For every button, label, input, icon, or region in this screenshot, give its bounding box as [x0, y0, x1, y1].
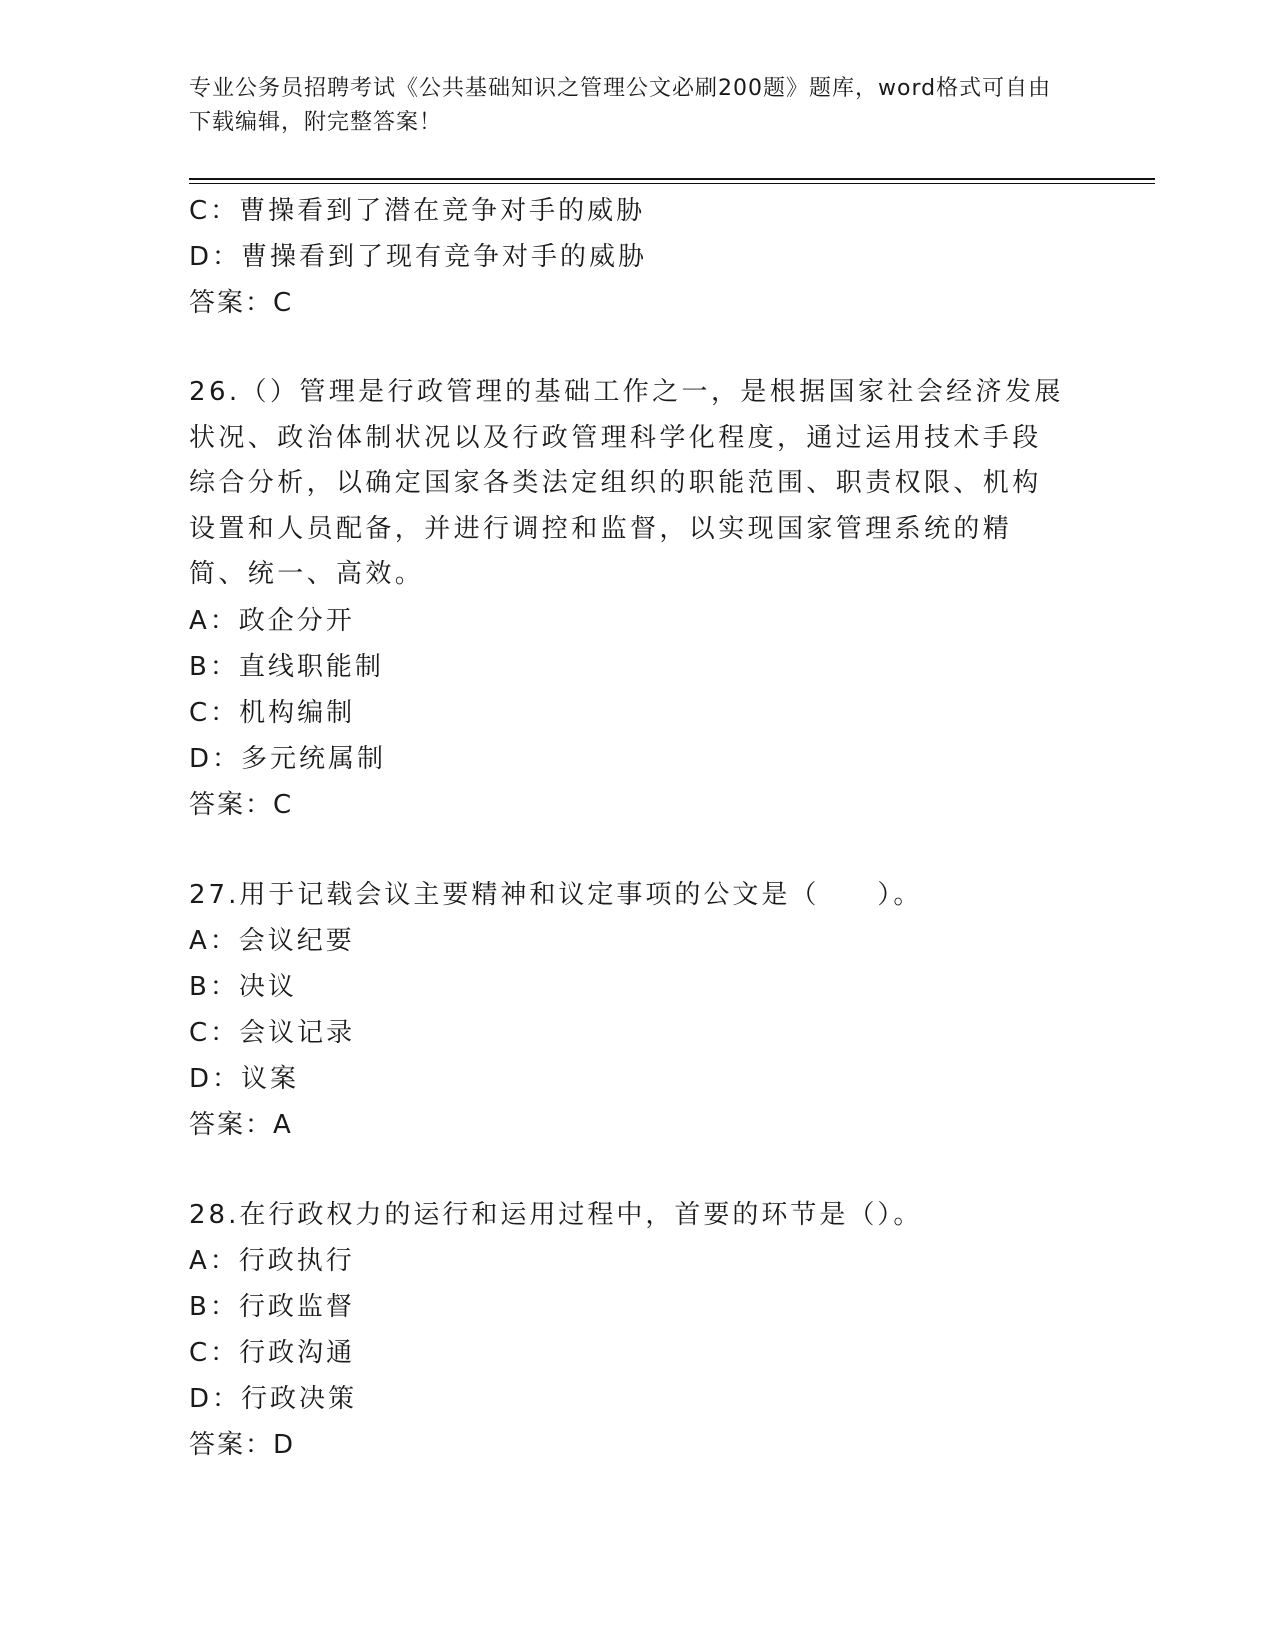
- question-stem: 27.用于记载会议主要精神和议定事项的公文是（ ）。: [189, 879, 923, 910]
- option-b: B：决议: [189, 971, 297, 1002]
- page-header: 专业公务员招聘考试《公共基础知识之管理公文必刷200题》题库，word格式可自由下载编辑，附完整答案！: [189, 76, 1052, 135]
- option-a: A：会议纪要: [189, 925, 355, 956]
- question-26: [189, 370, 1089, 828]
- option-b: B：行政监督: [189, 1291, 355, 1322]
- option-c: C：曹操看到了潜在竞争对手的威胁: [189, 196, 646, 226]
- option-b: B：直线职能制: [189, 651, 384, 682]
- answer: 答案：C: [189, 789, 294, 820]
- question-content: [189, 188, 1089, 1512]
- option-c: C：行政沟通: [189, 1337, 356, 1368]
- option-d: D：议案: [189, 1063, 300, 1094]
- question-stem: 26.（）管理是行政管理的基础工作之一，是根据国家社会经济发展状况、政治体制状况以及行政管理科学化程度，通过运用技术手段综合分析，以确定国家各类法定组织的职能范围、职责权限、机构设置和人员配备，并进行调控和监督，以实现国家管理系统的精简、统一、高效。: [189, 377, 1064, 589]
- question-25: [189, 188, 1089, 326]
- question-27: [189, 872, 1089, 1148]
- option-d: D：多元统属制: [189, 743, 387, 774]
- option-d: D：行政决策: [189, 1383, 358, 1414]
- answer: 答案：D: [189, 1429, 296, 1460]
- answer: 答案：A: [189, 1109, 293, 1140]
- option-a: A：政企分开: [189, 605, 355, 636]
- question-stem: 28.在行政权力的运行和运用过程中，首要的环节是（）。: [189, 1199, 923, 1230]
- option-a: A：行政执行: [189, 1245, 355, 1276]
- option-c: C：会议记录: [189, 1017, 356, 1048]
- header-rule-thick: [189, 178, 1155, 180]
- answer: 答案：C: [189, 288, 294, 318]
- option-c: C：机构编制: [189, 697, 356, 728]
- option-d: D：曹操看到了现有竞争对手的威胁: [189, 242, 648, 272]
- header-rule-thin: [189, 183, 1155, 184]
- question-28: [189, 1192, 1089, 1468]
